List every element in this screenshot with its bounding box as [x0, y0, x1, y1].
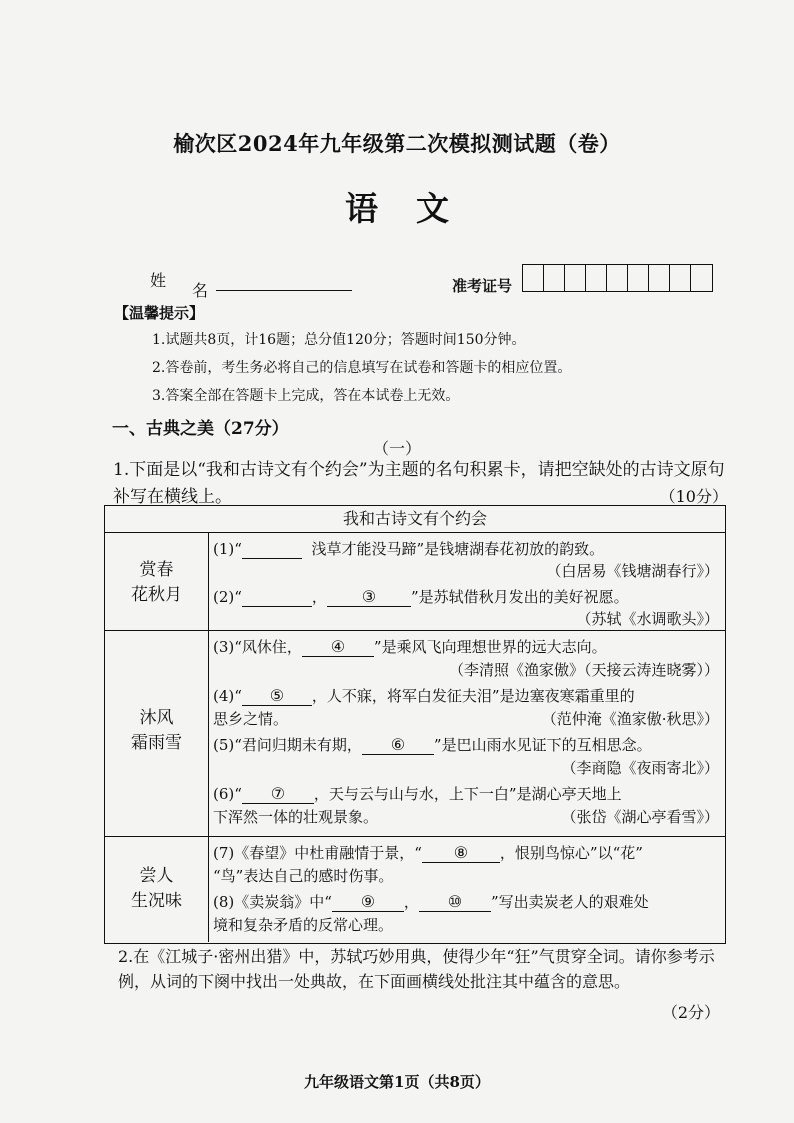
exam-id-box[interactable]: [628, 265, 649, 291]
answer-blank-5[interactable]: ⑤: [242, 686, 312, 706]
exam-id-box[interactable]: [544, 265, 565, 291]
card-item-5: (5)“君问归期未有期， ⑥ ”是巴山雨水见证下的互相思念。: [213, 735, 652, 754]
answer-blank-3[interactable]: ③: [327, 587, 411, 607]
subject-title: 语文: [345, 189, 487, 228]
category-wind-frost: 沐风 霜雨雪: [131, 708, 182, 753]
card-item-3: (3)“风休住， ④ ”是乘风飞向理想世界的远大志向。: [213, 637, 607, 656]
part-title: （一）: [372, 439, 421, 458]
card-item-7-line2: “鸟”表达自己的感时伤事。: [213, 867, 394, 885]
answer-blank-4[interactable]: ④: [302, 637, 374, 657]
name-field-line[interactable]: [216, 290, 352, 291]
answer-blank-10[interactable]: ⑩: [419, 892, 491, 912]
name-label-char2: 名: [192, 281, 209, 300]
exam-id-boxes[interactable]: [522, 264, 713, 292]
exam-id-box[interactable]: [565, 265, 586, 291]
exam-id-box[interactable]: [607, 265, 628, 291]
answer-blank-9[interactable]: ⑨: [332, 892, 404, 912]
card-row-divider: [105, 630, 725, 631]
page-footer: 九年级语文第1页（共8页）: [304, 1073, 490, 1091]
answer-blank-8[interactable]: ⑧: [422, 843, 500, 863]
quote-card: [104, 505, 726, 944]
name-label-char1: 姓: [150, 271, 167, 290]
answer-blank-2[interactable]: [242, 588, 312, 607]
exam-id-box[interactable]: [523, 265, 544, 291]
tips-title: 【温馨提示】: [114, 304, 205, 322]
question-1-score: （10分）: [659, 487, 728, 506]
card-item-2: (2)“ ， ③ ”是苏轼借秋月发出的美好祝愿。: [213, 587, 629, 606]
card-item-5-source: （李商隐《夜雨寄北》）: [561, 759, 719, 777]
tip-item: 1.试题共8页，计16题；总分值120分；答题时间150分钟。: [152, 332, 526, 348]
category-life-taste: 尝人 生况味: [131, 866, 182, 911]
card-item-6-line2: 下浑然一体的壮观景象。: [213, 808, 379, 826]
card-item-8: (8)《卖炭翁》中“ ⑨ ， ⑩ ”写出卖炭老人的艰难处: [213, 892, 649, 911]
question-2-score: （2分）: [661, 1003, 720, 1022]
exam-id-box[interactable]: [649, 265, 670, 291]
answer-blank-6[interactable]: ⑥: [362, 735, 434, 755]
card-item-6-source: （张岱《湖心亭看雪》）: [561, 808, 719, 826]
answer-blank-1[interactable]: [242, 540, 302, 559]
tip-item: 3.答案全部在答题卡上完成，答在本试卷上无效。: [152, 388, 460, 404]
card-item-7: (7)《春望》中杜甫融情于景，“ ⑧ ，恨别鸟惊心”以“花”: [213, 843, 643, 862]
card-item-4: (4)“ ⑤ ，人不寐，将军白发征夫泪”是边塞夜寒霜重里的: [213, 686, 635, 705]
exam-title: 榆次区2024年九年级第二次模拟测试题（卷）: [173, 131, 621, 156]
card-header: 我和古诗文有个约会: [105, 506, 725, 533]
card-column-divider: [208, 532, 209, 942]
card-item-1-source: （白居易《钱塘湖春行》）: [546, 562, 719, 580]
exam-id-label: 准考证号: [452, 277, 513, 295]
card-item-1: (1)“ 浅草才能没马蹄”是钱塘湖春花初放的韵致。: [213, 540, 605, 558]
exam-id-box[interactable]: [691, 265, 712, 291]
name-label: [150, 268, 209, 300]
card-row-divider: [105, 836, 725, 837]
category-spring-autumn: 赏春 花秋月: [131, 560, 182, 605]
question-1-text: 1.下面是以“我和古诗文有个约会”为主题的名句积累卡，请把空缺处的古诗文原句补写在横线上。: [113, 460, 725, 507]
answer-blank-7[interactable]: ⑦: [242, 784, 314, 804]
section-title: 一、古典之美（27分）: [112, 419, 289, 439]
card-item-2-source: （苏轼《水调歌头》）: [576, 610, 719, 628]
exam-id-box[interactable]: [670, 265, 691, 291]
card-item-8-line2: 境和复杂矛盾的反常心理。: [213, 916, 394, 934]
exam-id-box[interactable]: [586, 265, 607, 291]
card-item-4-source: （范仲淹《渔家傲·秋思》）: [541, 710, 719, 728]
card-item-6: (6)“ ⑦ ，天与云与山与水，上下一白”是湖心亭天地上: [213, 784, 622, 803]
question-2-text: 2.在《江城子·密州出猎》中，苏轼巧妙用典，使得少年“狂”气贯穿全词。请你参考示例，从词的下阕中找出一处典故，在下面画横线处批注其中蕴含的意思。: [118, 947, 715, 991]
card-item-3-source: （李清照《渔家傲》（天接云涛连晓雾））: [448, 661, 719, 679]
tip-item: 2.答卷前，考生务必将自己的信息填写在试卷和答题卡的相应位置。: [152, 360, 572, 376]
card-item-4-line2: 思乡之情。: [213, 710, 289, 728]
